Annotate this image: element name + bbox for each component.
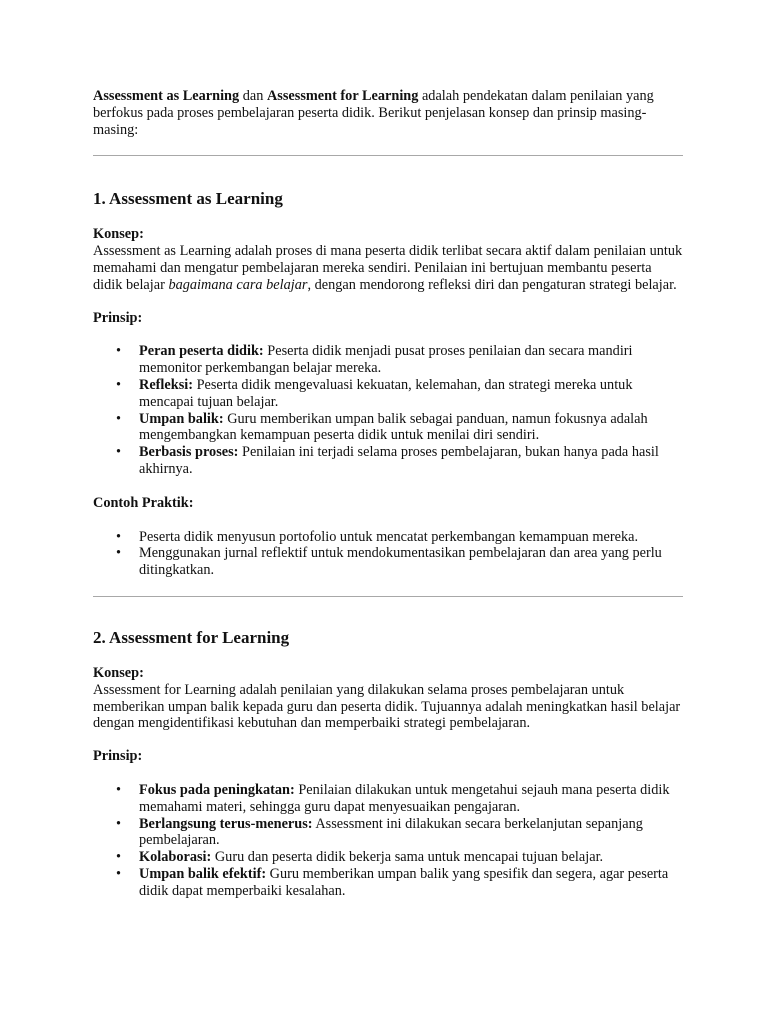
list-item-text: Peserta didik mengevaluasi kekuatan, kelemahan, dan strategi mereka untuk mencapai tujuan belajar. bbox=[139, 376, 633, 410]
list-item-text: Guru dan peserta didik bekerja sama untuk mencapai tujuan belajar. bbox=[211, 849, 604, 866]
list-item-term: Umpan balik: bbox=[139, 410, 224, 427]
section2-prinsip-label: Prinsip: bbox=[93, 748, 143, 765]
section1-konsep-text bbox=[93, 243, 683, 293]
divider bbox=[93, 596, 683, 597]
section1-prinsip-label: Prinsip: bbox=[93, 309, 143, 326]
list-item-term: Kolaborasi: bbox=[139, 849, 212, 866]
list-item bbox=[139, 849, 683, 866]
list-item bbox=[139, 411, 683, 445]
document-page bbox=[93, 88, 683, 900]
list-item-text: Guru memberikan umpan balik sebagai panduan, namun fokusnya adalah mengembangkan kemampuan peserta didik untuk menilai diri sendiri. bbox=[139, 410, 648, 444]
list-item-term: Umpan balik efektif: bbox=[139, 865, 267, 882]
list-item bbox=[139, 866, 683, 900]
list-item-term: Peran peserta didik: bbox=[139, 343, 264, 360]
list-item-text: Peserta didik menjadi pusat proses penilaian dan secara mandiri memonitor perkembangan belajar mereka. bbox=[139, 343, 633, 377]
list-item: • Menggunakan jurnal reflektif untuk mendokumentasikan pembelajaran dan area yang perlu ditingkatkan. bbox=[139, 545, 683, 579]
list-item-term: Fokus pada peningkatan: bbox=[139, 781, 295, 798]
section1-heading: 1. Assessment as Learning bbox=[93, 189, 283, 209]
list-item-text: Assessment ini dilakukan secara berkelanjutan sepanjang pembelajaran. bbox=[139, 815, 643, 849]
intro-term-for: Assessment for Learning bbox=[266, 88, 419, 104]
konsep-text-a: Assessment as Learning adalah proses di mana peserta didik terlibat secara aktif dalam penilaian untuk memahami dan mengatur pembelajaran mereka sendiri. Penilaian ini bertujuan membantu peserta didik belajar bbox=[93, 243, 683, 293]
konsep-emphasis: bagaimana cara belajar bbox=[168, 276, 308, 293]
section1-prinsip-list bbox=[93, 343, 683, 477]
section2-prinsip-list bbox=[93, 782, 683, 900]
list-item-term: Berlangsung terus-menerus: bbox=[139, 815, 313, 832]
konsep-text-b: , dengan mendorong refleksi diri dan pengaturan strategi belajar. bbox=[307, 276, 677, 293]
divider bbox=[93, 155, 683, 156]
section2-konsep-label: Konsep: bbox=[93, 664, 144, 681]
section1-konsep-label: Konsep: bbox=[93, 226, 144, 243]
intro-paragraph bbox=[93, 88, 683, 138]
section1-contoh-label: Contoh Praktik: bbox=[93, 494, 194, 511]
section2-konsep-text: Assessment for Learning adalah penilaian yang dilakukan selama proses pembelajaran untuk memberikan umpan balik kepada guru dan peserta didik. Tujuannya adalah meningkatkan hasil belajar dengan mengidentifikasi kebutuhan dan memperbaiki strategi pembelajaran. bbox=[93, 681, 681, 732]
list-item bbox=[139, 343, 683, 377]
list-item-text: Penilaian dilakukan untuk mengetahui sejauh mana peserta didik memahami materi, sehingga guru dapat menyesuaikan pengajaran. bbox=[139, 781, 670, 815]
intro-text-rest: adalah pendekatan dalam penilaian yang berfokus pada proses pembelajaran peserta didik. Berikut penjelasan konsep dan prinsip masing-masing: bbox=[93, 88, 654, 138]
list-item bbox=[139, 816, 683, 850]
list-item-term: Berbasis proses: bbox=[139, 444, 239, 461]
list-item bbox=[139, 782, 683, 816]
intro-term-as: Assessment as Learning bbox=[93, 88, 240, 104]
list-item-text: Penilaian ini terjadi selama proses pembelajaran, bukan hanya pada hasil akhirnya. bbox=[139, 444, 659, 477]
section1-contoh-list bbox=[93, 529, 683, 579]
list-item: • Peserta didik menyusun portofolio untuk mencatat perkembangan kemampuan mereka. bbox=[139, 529, 683, 546]
list-item bbox=[139, 444, 683, 478]
list-item-term: Refleksi: bbox=[139, 376, 193, 393]
list-item bbox=[139, 377, 683, 411]
intro-text: dan bbox=[239, 88, 267, 104]
section2-heading: 2. Assessment for Learning bbox=[93, 627, 290, 647]
list-item-text: Guru memberikan umpan balik yang spesifik dan segera, agar peserta didik dapat memperbaiki kesalahan. bbox=[139, 865, 669, 899]
